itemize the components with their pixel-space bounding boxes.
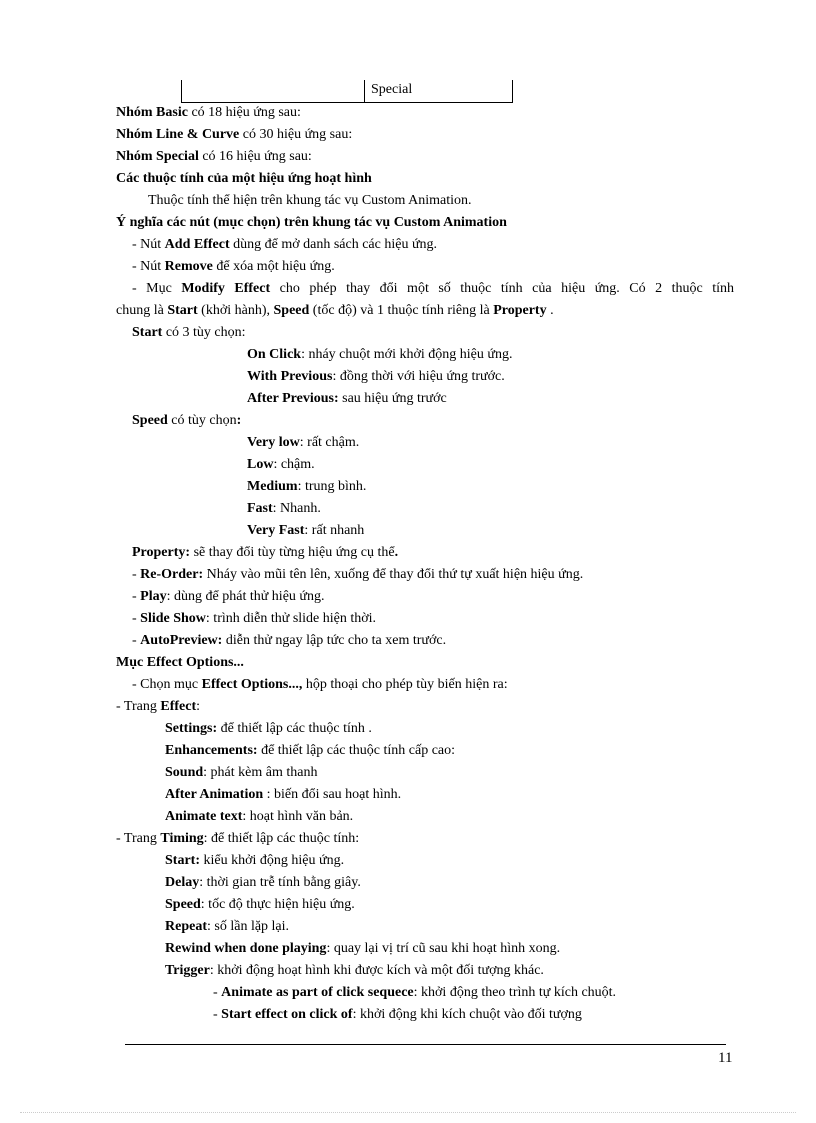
text-line [132, 632, 446, 650]
text-run: - Mục [132, 281, 182, 296]
bold-run: Speed [273, 303, 310, 318]
text-run: kiểu khởi động hiệu ứng. [200, 853, 345, 868]
text-line [247, 478, 366, 496]
text-run: - Nút [132, 237, 165, 252]
text-run: : [196, 699, 201, 714]
text-line [132, 566, 583, 584]
text-line [116, 830, 359, 848]
text-run: dùng để mở danh sách các hiệu ứng. [229, 237, 438, 252]
text-run: - Chọn mục [132, 677, 202, 692]
table-fragment [181, 80, 513, 103]
bold-run: Rewind when done playing [165, 941, 327, 956]
bold-run: Start effect on click of [221, 1007, 353, 1022]
text-line [132, 676, 508, 694]
text-run: : để thiết lập các thuộc tính: [203, 831, 360, 846]
bold-run: Property: [132, 545, 191, 560]
text-run: : nháy chuột mới khởi động hiệu ứng. [301, 347, 513, 362]
text-line [132, 610, 376, 628]
text-run: : đồng thời với hiệu ứng trước. [332, 369, 505, 384]
text-line [247, 434, 359, 452]
text-line [213, 984, 616, 1002]
text-line [116, 148, 312, 166]
table-column-divider [364, 80, 365, 102]
text-line [165, 786, 401, 804]
text-run: - Trang [116, 699, 161, 714]
section-heading [116, 654, 244, 672]
bold-run: Sound [165, 765, 204, 780]
bold-run: Effect Options..., [201, 677, 303, 692]
bold-run: Speed [132, 413, 168, 428]
page-edge-dotted [20, 1112, 796, 1113]
bold-run: Start [132, 325, 163, 340]
text-run: : khởi động theo trình tự kích chuột. [413, 985, 617, 1000]
text-run: - [132, 633, 141, 648]
text-line [132, 258, 335, 276]
section-heading [116, 170, 372, 188]
bold-run: Timing [160, 831, 204, 846]
bold-run: Ý nghĩa các nút (mục chọn) trên khung tác vụ Custom Animation [116, 215, 507, 230]
text-run: sẽ thay đổi tùy từng hiệu ứng cụ thể [190, 545, 395, 560]
text-run: : số lần lặp lại. [207, 919, 290, 934]
text-run: : chậm. [273, 457, 315, 472]
bold-run: Modify Effect [181, 281, 271, 296]
bold-run: Effect [160, 699, 197, 714]
bold-run: Low [247, 457, 274, 472]
bold-run: Mục Effect Options... [116, 655, 244, 670]
text-run: (khởi hành), [197, 303, 274, 318]
bold-run: Speed [165, 897, 201, 912]
bold-run: Animate text [165, 809, 243, 824]
text-run: có 30 hiệu ứng sau: [239, 127, 353, 142]
text-run: diễn thử ngay lập tức cho ta xem trước. [222, 633, 447, 648]
text-line [165, 742, 455, 760]
text-run: : khởi động khi kích chuột vào đối tượng [352, 1007, 582, 1022]
text-line [165, 720, 372, 738]
bold-run: Enhancements: [165, 743, 258, 758]
bold-run: After Animation [165, 787, 264, 802]
text-run: : thời gian trễ tính bằng giây. [199, 875, 361, 890]
text-line [247, 346, 512, 364]
page-number: 11 [718, 1050, 733, 1066]
bold-run: With Previous [247, 369, 333, 384]
text-run: : hoạt hình văn bản. [242, 809, 354, 824]
bold-run: Settings: [165, 721, 218, 736]
text-line [132, 588, 325, 606]
text-run: (tốc độ) và 1 thuộc tính riêng là [309, 303, 494, 318]
footer-divider [125, 1044, 726, 1045]
bold-run: Nhóm Basic [116, 105, 188, 120]
text-line [165, 940, 560, 958]
text-line [165, 874, 361, 892]
text-line [165, 962, 544, 980]
text-run: : trung bình. [297, 479, 367, 494]
text-run: : phát kèm âm thanh [203, 765, 318, 780]
bold-run: After Previous: [247, 391, 339, 406]
text-line [247, 522, 364, 540]
text-run: cho phép thay đổi một số thuộc tính của hiệu ứng. Có 2 thuộc tính [270, 281, 734, 296]
bold-run: Add Effect [164, 237, 230, 252]
bold-run: Nhóm Line & Curve [116, 127, 240, 142]
text-run: : rất chậm. [299, 435, 360, 450]
bold-run: Start [167, 303, 198, 318]
text-run: Nháy vào mũi tên lên, xuống để thay đổi thứ tự xuất hiện hiệu ứng. [203, 567, 584, 582]
text-run: : biến đổi sau hoạt hình. [263, 787, 402, 802]
text-run: : rất nhanh [304, 523, 365, 538]
bold-run: Remove [164, 259, 213, 274]
text-line [247, 456, 315, 474]
text-run: để thiết lập các thuộc tính . [217, 721, 372, 736]
text-line [247, 390, 447, 408]
bold-run: Start: [165, 853, 200, 868]
text-run: có tùy chọn [167, 413, 237, 428]
text-line [132, 412, 241, 430]
text-line [247, 368, 505, 386]
text-run: - [213, 1007, 222, 1022]
bold-run: Trigger [165, 963, 210, 978]
bold-run: Repeat [165, 919, 207, 934]
text-run: hộp thoại cho phép tùy biến hiện ra: [302, 677, 508, 692]
bold-run: On Click [247, 347, 302, 362]
text-run: để thiết lập các thuộc tính cấp cao: [257, 743, 456, 758]
text-run: : quay lại vị trí cũ sau khi hoạt hình xong. [326, 941, 561, 956]
bold-run: Very low [247, 435, 300, 450]
bold-run: Re-Order: [140, 567, 204, 582]
text-line [213, 1006, 582, 1024]
text-run: . [546, 303, 554, 318]
bold-run: Property [493, 303, 547, 318]
text-run: để xóa một hiệu ứng. [212, 259, 335, 274]
bold-run: : [236, 413, 242, 428]
text-line [132, 236, 437, 254]
text-run: có 3 tùy chọn: [162, 325, 246, 340]
text-line [165, 896, 355, 914]
bold-run: Play [140, 589, 167, 604]
text-run: chung là [116, 303, 168, 318]
text-run: : Nhanh. [272, 501, 321, 516]
bold-run: Medium [247, 479, 298, 494]
text-run: sau hiệu ứng trước [338, 391, 447, 406]
text-run: - [132, 589, 141, 604]
section-heading [116, 214, 507, 232]
text-run: - Trang [116, 831, 161, 846]
bold-run: Các thuộc tính của một hiệu ứng hoạt hình [116, 171, 372, 186]
text-run: - [213, 985, 222, 1000]
bold-run: Nhóm Special [116, 149, 199, 164]
text-run: - [132, 567, 141, 582]
text-run: : dùng để phát thử hiệu ứng. [166, 589, 325, 604]
text-run: có 16 hiệu ứng sau: [198, 149, 312, 164]
bold-run: Very Fast [247, 523, 305, 538]
bold-run: AutoPreview: [140, 633, 223, 648]
text-line [165, 918, 289, 936]
text-line [116, 698, 200, 716]
text-run: : khởi động hoạt hình khi được kích và một đối tượng khác. [209, 963, 544, 978]
text-line [165, 808, 353, 826]
bold-run: Fast [247, 501, 273, 516]
table-cell-special: Special [371, 82, 413, 97]
text-line [116, 126, 352, 144]
text-line [165, 852, 344, 870]
text-line [132, 280, 734, 298]
text-line [165, 764, 317, 782]
bold-run: Slide Show [140, 611, 206, 626]
text-line [116, 302, 554, 320]
text-run: có 18 hiệu ứng sau: [187, 105, 301, 120]
text-run: - [132, 611, 141, 626]
text-run: - Nút [132, 259, 165, 274]
text-line [116, 104, 301, 122]
text-line [132, 544, 398, 562]
text-line [148, 192, 472, 210]
text-run: : tốc độ thực hiện hiệu ứng. [200, 897, 355, 912]
bold-run: . [394, 545, 399, 560]
text-line [132, 324, 246, 342]
text-run: Thuộc tính thể hiện trên khung tác vụ Custom Animation. [148, 193, 472, 208]
text-run: : trình diễn thử slide hiện thời. [205, 611, 377, 626]
bold-run: Delay [165, 875, 200, 890]
bold-run: Animate as part of click sequece [221, 985, 414, 1000]
text-line [247, 500, 321, 518]
